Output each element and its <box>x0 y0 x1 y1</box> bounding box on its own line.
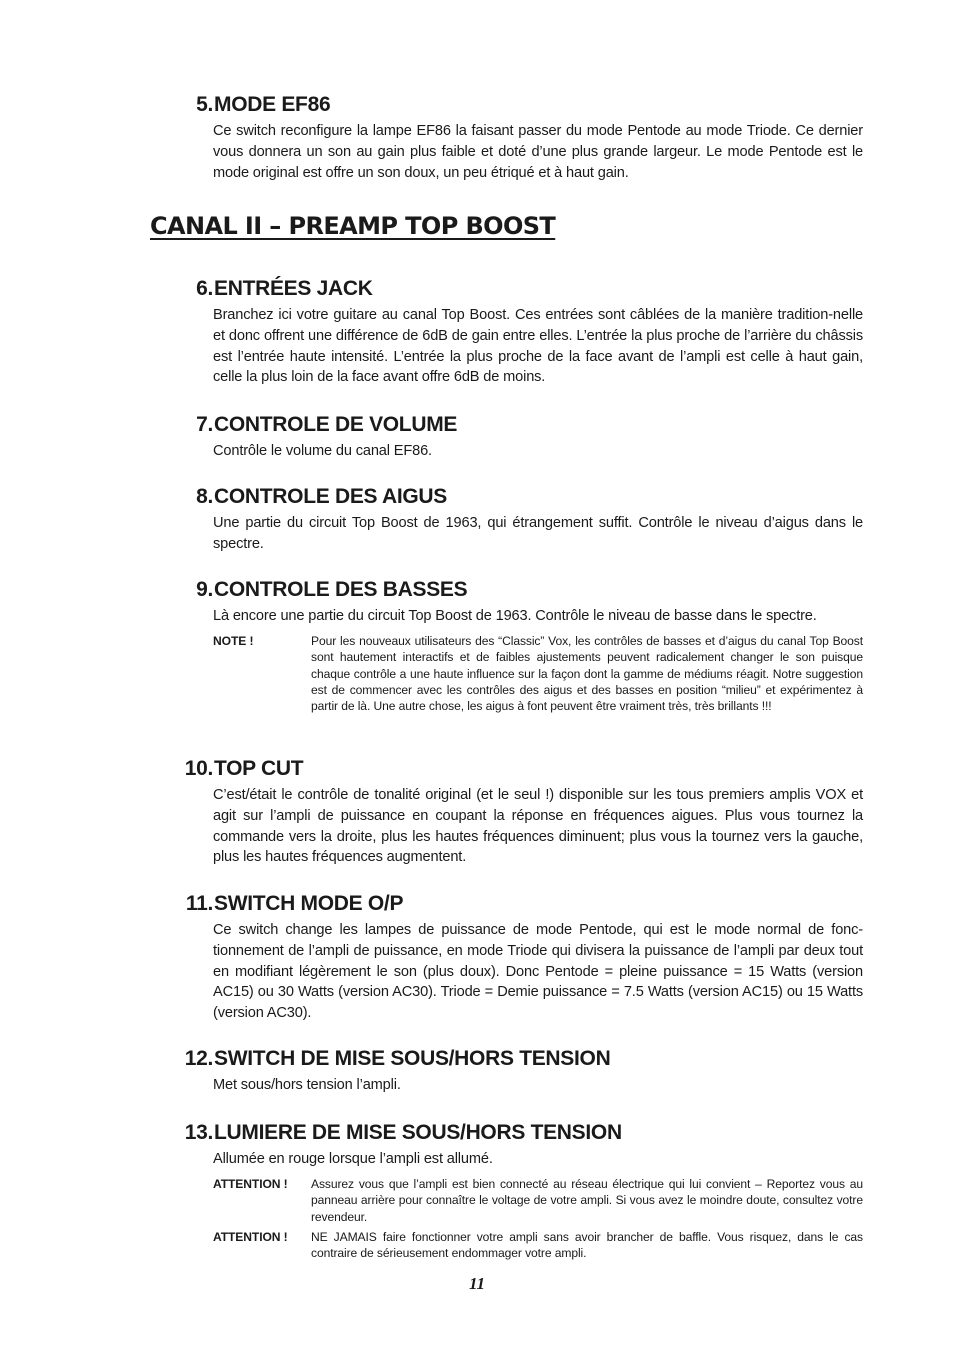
section-controle-volume <box>178 413 868 462</box>
section-body: Une partie du circuit Top Boost de 1963, qui étrangement suffit. Contrôle le niveau d’aigus dans le spectre. <box>213 515 863 552</box>
section-body: Ce switch reconfigure la lampe EF86 la faisant passer du mode Pentode au mode Triode. Ce dernier vous donnera un son au gain plus faible et doté d’une plus grande largeur. Le mode Pentode est le mode original est offre un son doux, un peu étriqué et à haut gain. <box>213 123 863 181</box>
section-title: CONTROLE DES BASSES <box>214 578 468 601</box>
section-body: Ce switch change les lampes de puissance de mode Pentode, qui est le mode normal de fonc-tionnement de l’ampli de puissance, en mode Triode qui divisera la puissance de l’ampli par deux tout en modifiant légèrement le son (plus doux). Donc Pentode = pleine puissance = 15 Watts (version AC15) ou 30 Watts (version AC30). Triode = Demie puissance = 7.5 Watts (version AC15) ou 15 Watts (version AC30). <box>213 922 863 1022</box>
section-body: Branchez ici votre guitare au canal Top Boost. Ces entrées sont câblées de la manière tradition-nelle et donc offrent une différence de 6dB de gain entre elles. L’entrée la plus proche de l’arrière du châssis est l’entrée haute intensité. L’entrée la plus proche de la face avant de l’ampli est celle à haut gain, celle la plus loin de la face avant offre 6dB de moins. <box>213 307 863 386</box>
section-title: MODE EF86 <box>214 93 331 116</box>
section-body: Là encore une partie du circuit Top Boost de 1963. Contrôle le niveau de basse dans le spectre. <box>213 608 817 624</box>
section-title: SWITCH DE MISE SOUS/HORS TENSION <box>214 1047 611 1070</box>
section-switch-mode-op <box>178 892 868 1024</box>
section-entrees-jack <box>178 277 868 388</box>
section-body: C’est/était le contrôle de tonalité original (et le seul !) disponible sur les tous premiers amplis VOX et agit sur l’ampli de puissance en coupant la réponse en fréquences aigues. Plus vous tournez la commande vers la droite, plus les hautes fréquences diminuent; plus vous la tournez vers la gauche, plus les hautes fréquences augmentent. <box>213 787 863 866</box>
section-body: Allumée en rouge lorsque l’ampli est allumé. <box>213 1151 493 1167</box>
section-title: ENTRÉES JACK <box>214 277 373 300</box>
page-number: 11 <box>468 1274 486 1293</box>
section-heading <box>178 757 868 781</box>
attention-block <box>213 1229 863 1262</box>
attention-text: NE JAMAIS faire fonctionner votre ampli sans avoir brancher de baffle. Vous risquez, dans le cas contraire de sérieusement endommager votre ampli. <box>311 1230 863 1261</box>
section-heading <box>178 1047 868 1071</box>
section-title: CONTROLE DE VOLUME <box>214 413 458 436</box>
section-number: 6. <box>196 277 213 300</box>
section-mode-ef86 <box>178 93 868 183</box>
section-number: 7. <box>196 413 213 436</box>
section-title: SWITCH MODE O/P <box>214 892 404 915</box>
section-number: 13. <box>184 1121 213 1144</box>
section-heading <box>178 485 868 509</box>
attention-label: ATTENTION ! <box>213 1176 288 1191</box>
section-number: 12. <box>184 1047 213 1070</box>
attention-text: Assurez vous que l’ampli est bien connecté au réseau électrique qui lui convient – Reportez vous au panneau arrière pour connaître le voltage de votre ampli. Si vous avez le moindre doute, consultez votre revendeur. <box>311 1176 863 1224</box>
section-body: Met sous/hors tension l’ampli. <box>213 1077 401 1093</box>
section-controle-basses <box>178 578 868 715</box>
note-block <box>213 633 863 715</box>
section-top-cut <box>178 757 868 868</box>
attention-block <box>213 1176 863 1225</box>
attention-label: ATTENTION ! <box>213 1230 288 1245</box>
section-switch-tension <box>178 1047 868 1096</box>
section-number: 8. <box>196 485 213 508</box>
section-heading <box>178 413 868 437</box>
note-text: Pour les nouveaux utilisateurs des “Classic” Vox, les contrôles de basses et d’aigus du canal Top Boost sont hautement interactifs et de faibles ajustements peuvent radicalement changer le son puisque chaque contrôle a une haute influence sur la façon dont la gamme de médiums réagit. Notre suggestion est de commencer avec les contrôles des aigus et des basses en position “milieu” et expérimentez à partir de là. Une autre chose, les aigus à font peuvent être vraiment très, très brillants !!! <box>311 633 863 714</box>
section-title: CONTROLE DES AIGUS <box>214 485 448 508</box>
section-title: TOP CUT <box>214 757 304 780</box>
section-number: 10. <box>184 757 213 780</box>
section-heading <box>178 93 868 117</box>
section-title: LUMIERE DE MISE SOUS/HORS TENSION <box>214 1121 622 1144</box>
section-body: Contrôle le volume du canal EF86. <box>213 443 432 459</box>
section-number: 9. <box>196 578 213 601</box>
section-heading <box>178 1121 868 1145</box>
section-lumiere-tension <box>178 1121 868 1262</box>
note-label: NOTE ! <box>213 633 254 648</box>
section-number: 11. <box>185 892 213 915</box>
section-number: 5. <box>196 93 213 116</box>
chapter-title: CANAL II – PREAMP TOP BOOST <box>150 212 556 240</box>
section-heading <box>178 892 868 916</box>
section-heading <box>178 277 868 301</box>
section-heading <box>178 578 868 602</box>
section-controle-aigus <box>178 485 868 555</box>
